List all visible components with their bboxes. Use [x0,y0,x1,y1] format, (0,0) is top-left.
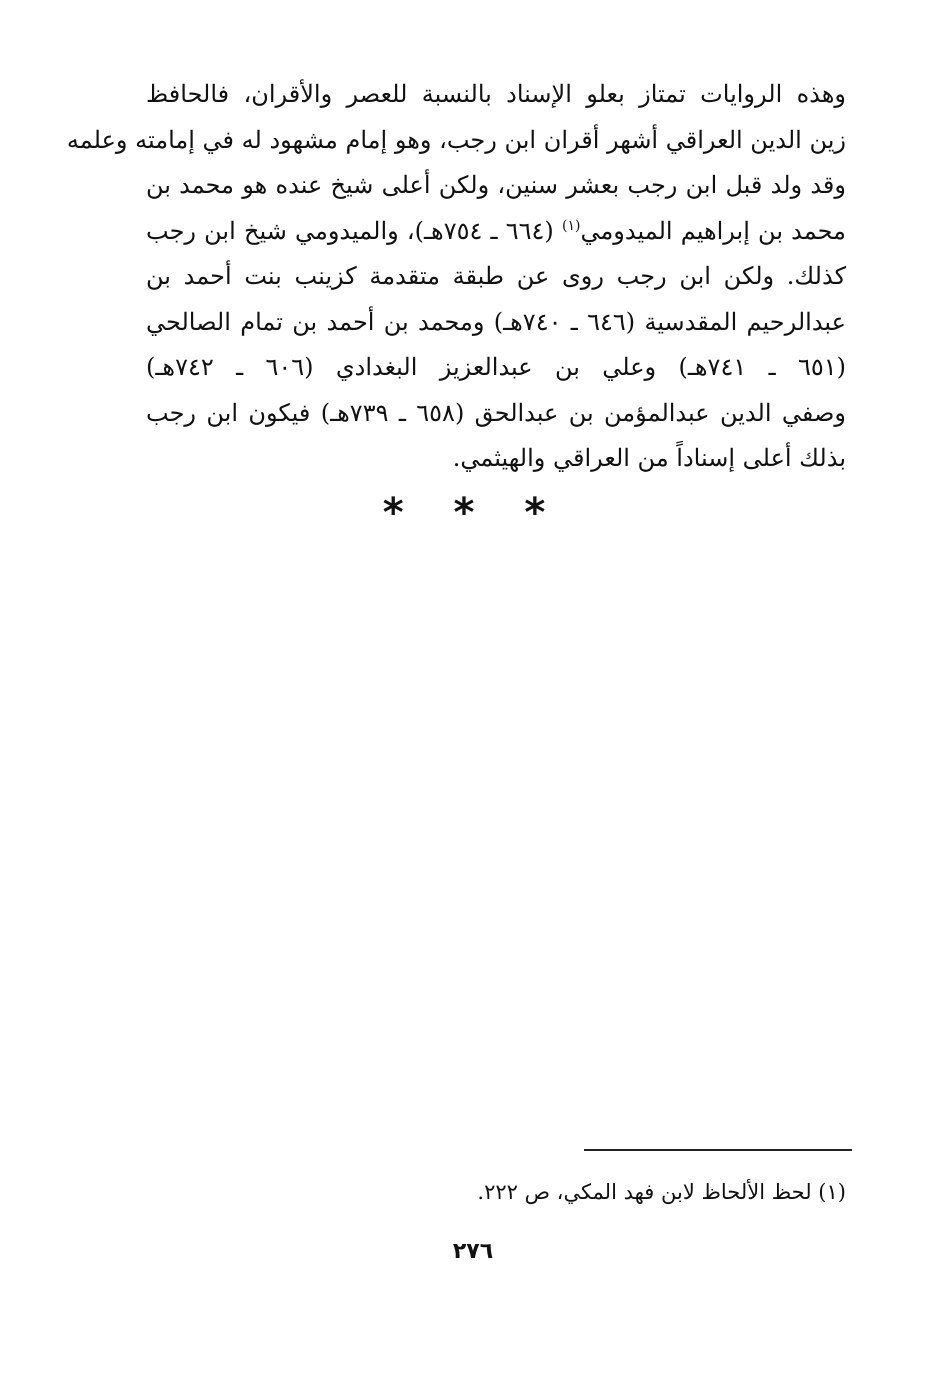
text-line-7: (٦٥١ ـ ٧٤١هـ) وعلي بن عبدالعزيز البغدادي (٦٠٦ ـ ٧٤٢هـ) [146,353,846,381]
text-line-9: بذلك أعلى إسناداً من العراقي والهيثمي. [452,444,846,472]
text-line-1: وهذه الروايات تمتاز بعلو الإسناد بالنسبة للعصر والأقران، فالحافظ [146,80,846,108]
footnote-divider [584,1149,852,1151]
text-line-5: كذلك. ولكن ابن رجب روى عن طبقة متقدمة كزينب بنت أحمد بن [146,262,846,290]
text-line-2: زين الدين العراقي أشهر أقران ابن رجب، وهو إمام مشهود له في إمامته وعلمه [66,125,846,154]
text-line-4 [146,209,846,255]
section-separator: * * * [382,490,564,536]
text-line-4-start: محمد بن إبراهيم الميدومي [580,216,847,245]
page-number: ٢٧٦ [452,1239,494,1264]
footnote: (١) لحظ الألحاظ لابن فهد المكي، ص ٢٢٢. [477,1180,846,1204]
text-line-4-end: (٦٦٤ ـ ٧٥٤هـ)، والميدومي شيخ ابن رجب [146,216,562,245]
footnote-marker: (١) [561,217,581,234]
text-line-8: وصفي الدين عبدالمؤمن بن عبدالحق (٦٥٨ ـ ٧٣٩هـ) فيكون ابن رجب [146,398,846,427]
text-line-3: وقد ولد قبل ابن رجب بعشر سنين، ولكن أعلى شيخ عنده هو محمد بن [146,171,846,199]
body-paragraph [66,72,847,482]
text-line-6: عبدالرحيم المقدسية (٦٤٦ ـ ٧٤٠هـ) ومحمد بن أحمد بن تمام الصالحي [146,307,846,336]
